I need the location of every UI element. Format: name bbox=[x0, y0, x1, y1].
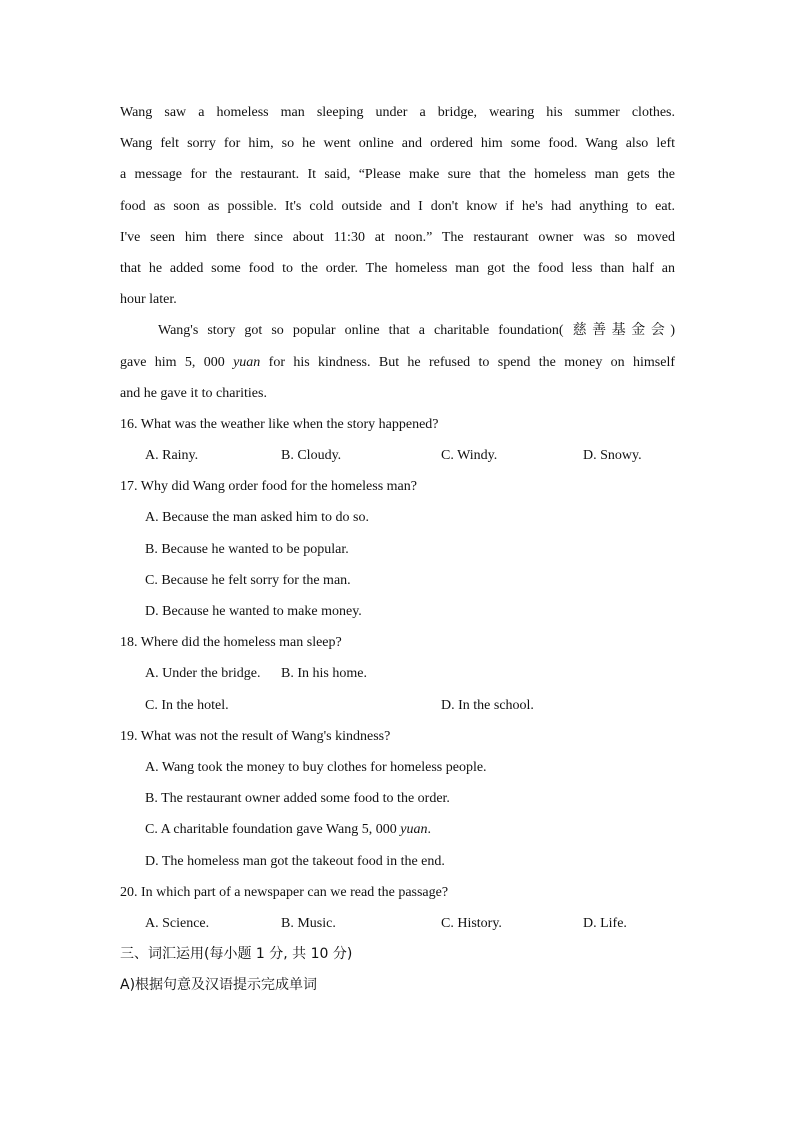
question-17-stem: 17. Why did Wang order food for the homeless man? bbox=[120, 479, 417, 495]
option-a: A. Under the bridge. bbox=[145, 666, 261, 682]
option-b: B. The restaurant owner added some food to the order. bbox=[145, 791, 450, 807]
question-20-stem: 20. In which part of a newspaper can we read the passage? bbox=[120, 884, 449, 900]
option-c-period: . bbox=[427, 822, 431, 838]
question-20-options bbox=[120, 908, 675, 939]
passage-text: for his kindness. But he refused to spend the money on himself bbox=[260, 354, 675, 370]
option-a: A. Because the man asked him to do so. bbox=[145, 510, 369, 526]
passage-line: a message for the restaurant. It said, “Please make sure that the homeless man gets the bbox=[120, 167, 675, 183]
question-18-stem: 18. Where did the homeless man sleep? bbox=[120, 635, 342, 651]
option-d: D. Snowy. bbox=[583, 448, 642, 464]
option-b: B. Because he wanted to be popular. bbox=[145, 541, 349, 557]
question-16-stem: 16. What was the weather like when the story happened? bbox=[120, 416, 439, 432]
option-a: A. Rainy. bbox=[145, 448, 199, 464]
question-18-options-row2 bbox=[120, 690, 675, 721]
option-d: D. In the school. bbox=[441, 697, 534, 713]
passage-line: Wang's story got so popular online that a charitable foundation( 慈善基金会) bbox=[158, 323, 675, 339]
option-d: D. Because he wanted to make money. bbox=[145, 604, 362, 619]
yuan-italic: yuan bbox=[400, 822, 428, 838]
option-b: B. In his home. bbox=[281, 666, 367, 682]
passage-line bbox=[120, 347, 675, 378]
option-c: C. Windy. bbox=[441, 448, 498, 464]
option-a: A. Wang took the money to buy clothes for homeless people. bbox=[145, 759, 487, 775]
option-c-text: C. A charitable foundation gave Wang 5, 000 bbox=[145, 822, 401, 838]
option-c: C. History. bbox=[441, 915, 502, 931]
passage-line: hour later. bbox=[120, 292, 177, 308]
yuan-italic: yuan bbox=[233, 354, 261, 370]
question-16-options bbox=[120, 440, 675, 471]
passage-line: food as soon as possible. It's cold outside and I don't know if he's had anything to eat. bbox=[120, 198, 675, 214]
option-b: B. Cloudy. bbox=[281, 448, 342, 464]
option-d: D. The homeless man got the takeout food in the end. bbox=[145, 853, 445, 869]
option-c bbox=[120, 814, 675, 845]
question-18-options-row1 bbox=[120, 658, 675, 689]
option-c: C. In the hotel. bbox=[145, 697, 229, 713]
passage-line: Wang saw a homeless man sleeping under a bridge, wearing his summer clothes. bbox=[120, 105, 675, 120]
passage bbox=[120, 97, 675, 409]
passage-line: that he added some food to the order. The homeless man got the food less than half an bbox=[120, 260, 675, 276]
section-subtitle: A)根据句意及汉语提示完成单词 bbox=[120, 977, 318, 994]
section-title: 三、词汇运用(每小题 1 分, 共 10 分) bbox=[120, 946, 353, 963]
passage-text: gave him 5, 000 bbox=[120, 354, 234, 370]
document-page bbox=[120, 97, 675, 1001]
passage-line: and he gave it to charities. bbox=[120, 385, 267, 401]
option-a: A. Science. bbox=[145, 915, 210, 931]
passage-line: Wang felt sorry for him, so he went online and ordered him some food. Wang also left bbox=[120, 136, 675, 152]
passage-line: I've seen him there since about 11:30 at noon.” The restaurant owner was so moved bbox=[120, 229, 675, 245]
question-19-stem: 19. What was not the result of Wang's kindness? bbox=[120, 728, 391, 744]
option-b: B. Music. bbox=[281, 915, 336, 931]
option-c: C. Because he felt sorry for the man. bbox=[145, 572, 351, 588]
option-d: D. Life. bbox=[583, 915, 627, 931]
